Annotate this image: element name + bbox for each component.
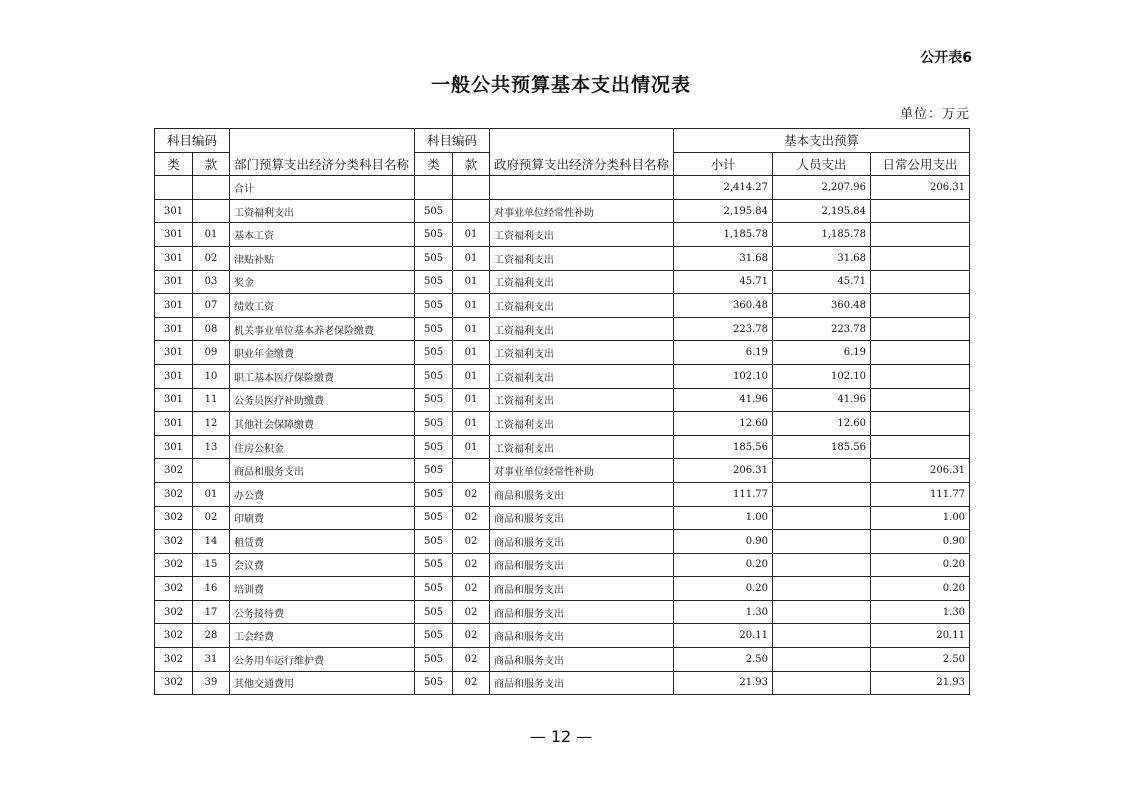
- cell-dept-name: 工会经费: [230, 624, 415, 648]
- gov-code-header: 科目编码: [415, 129, 490, 153]
- table-row: [155, 553, 970, 577]
- cell-gov-lei: 505: [415, 482, 453, 506]
- cell-gov-name: 商品和服务支出: [490, 577, 674, 601]
- cell-personnel: 12.60: [773, 412, 871, 436]
- cell-gov-kuan: [453, 199, 490, 223]
- cell-daily: 1.30: [871, 600, 970, 624]
- table-body: [155, 176, 970, 695]
- cell-gov-kuan: 02: [453, 671, 490, 695]
- cell-daily: [871, 223, 970, 247]
- cell-gov-kuan: 02: [453, 648, 490, 672]
- table-row: [155, 435, 970, 459]
- cell-dept-name: 公务用车运行维护费: [230, 648, 415, 672]
- cell-dept-name: 住房公积金: [230, 435, 415, 459]
- cell-gov-name: 工资福利支出: [490, 412, 674, 436]
- cell-lei: 302: [155, 648, 193, 672]
- cell-kuan: [193, 459, 230, 483]
- cell-gov-lei: 505: [415, 317, 453, 341]
- cell-personnel: [773, 482, 871, 506]
- cell-lei: 301: [155, 246, 193, 270]
- cell-gov-lei: 505: [415, 199, 453, 223]
- cell-dept-name: 公务接待费: [230, 600, 415, 624]
- cell-kuan: [193, 176, 230, 200]
- cell-gov-lei: 505: [415, 270, 453, 294]
- cell-gov-kuan: 02: [453, 553, 490, 577]
- cell-daily: 2.50: [871, 648, 970, 672]
- cell-subtotal: 41.96: [674, 388, 773, 412]
- cell-kuan: [193, 199, 230, 223]
- cell-personnel: 41.96: [773, 388, 871, 412]
- cell-kuan: 08: [193, 317, 230, 341]
- table-number-label: 公开表6: [920, 50, 972, 66]
- cell-lei: 301: [155, 388, 193, 412]
- cell-gov-kuan: 01: [453, 270, 490, 294]
- table-row: [155, 530, 970, 554]
- cell-gov-kuan: 01: [453, 246, 490, 270]
- gov-kuan-header: 款: [453, 152, 490, 176]
- unit-label: 单位：万元: [899, 107, 970, 122]
- lei-header: 类: [155, 152, 193, 176]
- table-row: [155, 388, 970, 412]
- cell-subtotal: 2,414.27: [674, 176, 773, 200]
- page-title: 一般公共预算基本支出情况表: [430, 74, 691, 96]
- table-row: [155, 459, 970, 483]
- cell-kuan: 28: [193, 624, 230, 648]
- cell-dept-name: 基本工资: [230, 223, 415, 247]
- cell-dept-name: 其他社会保障缴费: [230, 412, 415, 436]
- cell-gov-kuan: 01: [453, 317, 490, 341]
- cell-personnel: [773, 577, 871, 601]
- table-row: [155, 600, 970, 624]
- cell-daily: 21.93: [871, 671, 970, 695]
- cell-lei: 301: [155, 364, 193, 388]
- cell-gov-lei: 505: [415, 341, 453, 365]
- cell-gov-lei: 505: [415, 530, 453, 554]
- cell-daily: [871, 412, 970, 436]
- cell-daily: [871, 317, 970, 341]
- cell-daily: [871, 435, 970, 459]
- table-row: [155, 364, 970, 388]
- cell-personnel: [773, 530, 871, 554]
- cell-daily: [871, 341, 970, 365]
- cell-gov-lei: 505: [415, 364, 453, 388]
- cell-personnel: 360.48: [773, 294, 871, 318]
- dept-code-header: 科目编码: [155, 129, 230, 153]
- cell-dept-name: 机关事业单位基本养老保险缴费: [230, 317, 415, 341]
- cell-subtotal: 31.68: [674, 246, 773, 270]
- cell-kuan: 39: [193, 671, 230, 695]
- page-number: — 12 —: [529, 727, 593, 746]
- cell-gov-kuan: 01: [453, 341, 490, 365]
- cell-daily: [871, 364, 970, 388]
- cell-kuan: 02: [193, 506, 230, 530]
- cell-gov-name: 商品和服务支出: [490, 553, 674, 577]
- cell-daily: [871, 270, 970, 294]
- cell-subtotal: 12.60: [674, 412, 773, 436]
- cell-lei: 302: [155, 671, 193, 695]
- cell-dept-name: 印刷费: [230, 506, 415, 530]
- cell-gov-name: 商品和服务支出: [490, 648, 674, 672]
- cell-kuan: 12: [193, 412, 230, 436]
- cell-kuan: 17: [193, 600, 230, 624]
- cell-gov-name: 商品和服务支出: [490, 600, 674, 624]
- cell-subtotal: 223.78: [674, 317, 773, 341]
- table-row: [155, 624, 970, 648]
- cell-gov-kuan: 02: [453, 600, 490, 624]
- cell-dept-name: 津贴补贴: [230, 246, 415, 270]
- cell-personnel: 2,207.96: [773, 176, 871, 200]
- cell-gov-lei: 505: [415, 294, 453, 318]
- cell-kuan: 09: [193, 341, 230, 365]
- cell-subtotal: 360.48: [674, 294, 773, 318]
- cell-subtotal: 21.93: [674, 671, 773, 695]
- cell-dept-name: 合计: [230, 176, 415, 200]
- cell-dept-name: 其他交通费用: [230, 671, 415, 695]
- cell-lei: 302: [155, 600, 193, 624]
- cell-personnel: 223.78: [773, 317, 871, 341]
- table-row: [155, 412, 970, 436]
- cell-daily: [871, 294, 970, 318]
- cell-personnel: 102.10: [773, 364, 871, 388]
- cell-personnel: [773, 624, 871, 648]
- cell-personnel: [773, 553, 871, 577]
- cell-lei: 302: [155, 553, 193, 577]
- cell-kuan: 11: [193, 388, 230, 412]
- cell-personnel: 6.19: [773, 341, 871, 365]
- cell-personnel: 2,195.84: [773, 199, 871, 223]
- cell-gov-lei: 505: [415, 553, 453, 577]
- cell-daily: [871, 246, 970, 270]
- table-row: [155, 246, 970, 270]
- cell-lei: 301: [155, 435, 193, 459]
- cell-personnel: [773, 600, 871, 624]
- table-row: [155, 482, 970, 506]
- cell-gov-lei: 505: [415, 459, 453, 483]
- cell-gov-lei: 505: [415, 435, 453, 459]
- cell-lei: 302: [155, 506, 193, 530]
- cell-dept-name: 绩效工资: [230, 294, 415, 318]
- cell-lei: 302: [155, 577, 193, 601]
- cell-gov-lei: 505: [415, 577, 453, 601]
- cell-subtotal: 6.19: [674, 341, 773, 365]
- gov-lei-header: 类: [415, 152, 453, 176]
- cell-lei: 301: [155, 223, 193, 247]
- cell-dept-name: 会议费: [230, 553, 415, 577]
- cell-subtotal: 20.11: [674, 624, 773, 648]
- cell-gov-kuan: 01: [453, 364, 490, 388]
- cell-gov-kuan: 01: [453, 223, 490, 247]
- cell-gov-name: 对事业单位经常性补助: [490, 459, 674, 483]
- cell-personnel: [773, 459, 871, 483]
- cell-gov-name: 商品和服务支出: [490, 506, 674, 530]
- cell-gov-name: 工资福利支出: [490, 223, 674, 247]
- cell-lei: 301: [155, 317, 193, 341]
- cell-subtotal: 111.77: [674, 482, 773, 506]
- cell-lei: [155, 176, 193, 200]
- cell-gov-kuan: 01: [453, 388, 490, 412]
- cell-dept-name: 租赁费: [230, 530, 415, 554]
- cell-gov-lei: 505: [415, 671, 453, 695]
- gov-name-header: 政府预算支出经济分类科目名称: [490, 129, 674, 176]
- cell-gov-kuan: 02: [453, 506, 490, 530]
- cell-gov-kuan: [453, 176, 490, 200]
- cell-dept-name: 培训费: [230, 577, 415, 601]
- cell-dept-name: 办公费: [230, 482, 415, 506]
- cell-personnel: [773, 648, 871, 672]
- cell-gov-name: [490, 176, 674, 200]
- cell-daily: 111.77: [871, 482, 970, 506]
- cell-lei: 301: [155, 294, 193, 318]
- kuan-header: 款: [193, 152, 230, 176]
- cell-personnel: [773, 506, 871, 530]
- cell-lei: 301: [155, 412, 193, 436]
- cell-kuan: 01: [193, 223, 230, 247]
- cell-personnel: 31.68: [773, 246, 871, 270]
- cell-dept-name: 奖金: [230, 270, 415, 294]
- cell-gov-name: 工资福利支出: [490, 435, 674, 459]
- table-row: [155, 648, 970, 672]
- cell-personnel: 1,185.78: [773, 223, 871, 247]
- cell-gov-lei: 505: [415, 388, 453, 412]
- cell-gov-name: 商品和服务支出: [490, 482, 674, 506]
- table-row: [155, 341, 970, 365]
- cell-dept-name: 职业年金缴费: [230, 341, 415, 365]
- table-header: [155, 129, 970, 176]
- cell-gov-lei: 505: [415, 246, 453, 270]
- cell-kuan: 13: [193, 435, 230, 459]
- cell-gov-name: 工资福利支出: [490, 317, 674, 341]
- cell-subtotal: 102.10: [674, 364, 773, 388]
- table-row: [155, 317, 970, 341]
- cell-subtotal: 2,195.84: [674, 199, 773, 223]
- cell-dept-name: 商品和服务支出: [230, 459, 415, 483]
- budget-table: [154, 128, 970, 695]
- cell-gov-name: 工资福利支出: [490, 294, 674, 318]
- cell-gov-name: 工资福利支出: [490, 364, 674, 388]
- table-row: [155, 577, 970, 601]
- cell-dept-name: 公务员医疗补助缴费: [230, 388, 415, 412]
- table-row: [155, 671, 970, 695]
- cell-gov-lei: [415, 176, 453, 200]
- cell-gov-kuan: 01: [453, 294, 490, 318]
- cell-dept-name: 职工基本医疗保险缴费: [230, 364, 415, 388]
- dept-name-header: 部门预算支出经济分类科目名称: [230, 129, 415, 176]
- cell-gov-lei: 505: [415, 223, 453, 247]
- cell-gov-kuan: 02: [453, 530, 490, 554]
- cell-daily: 206.31: [871, 459, 970, 483]
- table-row: [155, 199, 970, 223]
- personnel-header: 人员支出: [773, 152, 871, 176]
- cell-gov-lei: 505: [415, 648, 453, 672]
- cell-gov-name: 商品和服务支出: [490, 530, 674, 554]
- cell-subtotal: 185.56: [674, 435, 773, 459]
- subtotal-header: 小计: [674, 152, 773, 176]
- cell-gov-lei: 505: [415, 506, 453, 530]
- cell-daily: [871, 199, 970, 223]
- cell-daily: 206.31: [871, 176, 970, 200]
- table-row: [155, 223, 970, 247]
- cell-gov-lei: 505: [415, 600, 453, 624]
- cell-kuan: 03: [193, 270, 230, 294]
- cell-daily: 1.00: [871, 506, 970, 530]
- cell-gov-name: 工资福利支出: [490, 246, 674, 270]
- cell-subtotal: 0.90: [674, 530, 773, 554]
- cell-lei: 301: [155, 270, 193, 294]
- cell-daily: 0.90: [871, 530, 970, 554]
- cell-gov-lei: 505: [415, 624, 453, 648]
- cell-daily: 0.20: [871, 553, 970, 577]
- cell-daily: 0.20: [871, 577, 970, 601]
- cell-personnel: [773, 671, 871, 695]
- cell-subtotal: 45.71: [674, 270, 773, 294]
- cell-kuan: 02: [193, 246, 230, 270]
- cell-daily: [871, 388, 970, 412]
- cell-lei: 302: [155, 530, 193, 554]
- daily-header: 日常公用支出: [871, 152, 970, 176]
- cell-subtotal: 2.50: [674, 648, 773, 672]
- cell-lei: 302: [155, 459, 193, 483]
- cell-personnel: 185.56: [773, 435, 871, 459]
- cell-kuan: 16: [193, 577, 230, 601]
- cell-gov-lei: 505: [415, 412, 453, 436]
- cell-gov-kuan: 02: [453, 577, 490, 601]
- cell-gov-kuan: [453, 459, 490, 483]
- cell-personnel: 45.71: [773, 270, 871, 294]
- cell-kuan: 07: [193, 294, 230, 318]
- cell-lei: 302: [155, 624, 193, 648]
- cell-gov-name: 工资福利支出: [490, 341, 674, 365]
- cell-subtotal: 0.20: [674, 577, 773, 601]
- cell-kuan: 15: [193, 553, 230, 577]
- cell-daily: 20.11: [871, 624, 970, 648]
- cell-subtotal: 1.30: [674, 600, 773, 624]
- table-row: [155, 294, 970, 318]
- cell-lei: 302: [155, 482, 193, 506]
- table-row: [155, 176, 970, 200]
- basic-budget-header: 基本支出预算: [674, 129, 970, 153]
- cell-subtotal: 1.00: [674, 506, 773, 530]
- cell-lei: 301: [155, 341, 193, 365]
- cell-gov-name: 商品和服务支出: [490, 624, 674, 648]
- cell-lei: 301: [155, 199, 193, 223]
- cell-kuan: 10: [193, 364, 230, 388]
- cell-gov-kuan: 01: [453, 435, 490, 459]
- cell-gov-name: 工资福利支出: [490, 388, 674, 412]
- cell-subtotal: 1,185.78: [674, 223, 773, 247]
- cell-subtotal: 206.31: [674, 459, 773, 483]
- cell-gov-name: 商品和服务支出: [490, 671, 674, 695]
- table-row: [155, 270, 970, 294]
- cell-subtotal: 0.20: [674, 553, 773, 577]
- cell-gov-name: 对事业单位经常性补助: [490, 199, 674, 223]
- table-row: [155, 506, 970, 530]
- cell-kuan: 01: [193, 482, 230, 506]
- cell-gov-kuan: 02: [453, 624, 490, 648]
- cell-kuan: 14: [193, 530, 230, 554]
- cell-gov-kuan: 01: [453, 412, 490, 436]
- cell-dept-name: 工资福利支出: [230, 199, 415, 223]
- cell-gov-kuan: 02: [453, 482, 490, 506]
- cell-gov-name: 工资福利支出: [490, 270, 674, 294]
- cell-kuan: 31: [193, 648, 230, 672]
